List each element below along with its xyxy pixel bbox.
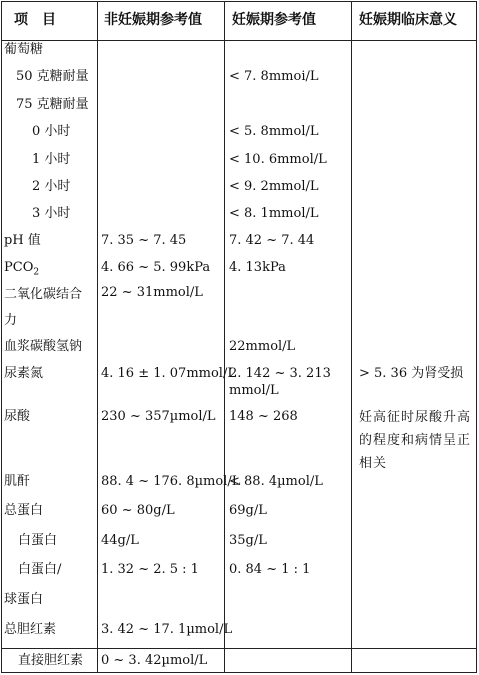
nonpreg-pco2: 4. 66 ~ 5. 99kPa [101, 260, 211, 275]
preg-bun-unit: mmol/L [229, 383, 279, 398]
sig-uric-acid: 妊高征时尿酸升高的程度和病情呈正相关 [359, 410, 472, 471]
reference-values-table [1, 1, 477, 673]
preg-3h: < 8. 1mmol/L [229, 206, 319, 221]
item-ag-ratio: 白蛋白/ [18, 562, 62, 577]
preg-bun: 2. 142 ~ 3. 213 [229, 366, 331, 381]
header-divider [2, 40, 476, 41]
item-globulin: 球蛋白 [4, 592, 44, 607]
item-1h: 1 小时 [32, 152, 71, 167]
preg-albumin: 35g/L [229, 533, 267, 548]
nonpreg-bun: 4. 16 ± 1. 07mmol/L [101, 366, 236, 381]
preg-0h: < 5. 8mmol/L [229, 124, 319, 139]
nonpreg-co2: 22 ~ 31mmol/L [101, 285, 203, 300]
preg-pco2: 4. 13kPa [229, 260, 286, 275]
preg-bicarbonate: 22mmol/L [229, 339, 296, 354]
header-item: 项 目 [14, 12, 56, 28]
item-creatinine: 肌酐 [4, 474, 31, 489]
item-pco2: $PCO_2$ [4, 260, 40, 278]
item-0h: 0 小时 [32, 124, 71, 139]
column-divider [97, 2, 98, 672]
column-divider [351, 2, 352, 672]
preg-total-protein: 69g/L [229, 503, 267, 518]
nonpreg-total-protein: 60 ~ 80g/L [101, 503, 175, 518]
item-75g-tolerance: 75 克糖耐量 [16, 97, 89, 112]
preg-uric-acid: 148 ~ 268 [229, 409, 298, 424]
item-co2-combining-cont: 力 [4, 313, 18, 328]
nonpreg-creatinine: 88. 4 ~ 176. 8µmol/L [101, 474, 241, 489]
item-bicarbonate: 血浆碳酸氢钠 [4, 339, 83, 354]
item-co2-combining: 二氧化碳结合 [4, 287, 83, 302]
preg-creatinine: < 88. 4µmol/L [229, 474, 323, 489]
item-ph: pH 值 [4, 233, 41, 248]
nonpreg-albumin: 44g/L [101, 533, 139, 548]
item-total-protein: 总蛋白 [4, 503, 44, 518]
item-uric-acid: 尿酸 [4, 409, 31, 424]
preg-ag-ratio: 0. 84 ~ 1 : 1 [229, 562, 311, 577]
item-total-bilirubin: 总胆红素 [4, 622, 57, 637]
sig-bun: > 5. 36 为肾受损 [359, 366, 464, 381]
nonpreg-direct-bilirubin: 0 ~ 3. 42µmol/L [101, 653, 208, 668]
item-glucose: 葡萄糖 [4, 42, 44, 57]
item-bun: 尿素氮 [4, 366, 44, 381]
header-nonpregnant: 非妊娠期参考值 [104, 12, 202, 28]
preg-1h: < 10. 6mmol/L [229, 152, 327, 167]
nonpreg-total-bilirubin: 3. 42 ~ 17. 1µmol/L [101, 622, 233, 637]
nonpreg-ag-ratio: 1. 32 ~ 2. 5 : 1 [101, 562, 199, 577]
header-significance: 妊娠期临床意义 [359, 12, 457, 28]
nonpreg-uric-acid: 230 ~ 357µmol/L [101, 409, 216, 424]
item-50g-tolerance: 50 克糖耐量 [16, 69, 89, 84]
header-pregnant: 妊娠期参考值 [232, 12, 316, 28]
preg-ph: 7. 42 ~ 7. 44 [229, 233, 315, 248]
item-3h: 3 小时 [32, 206, 71, 221]
item-albumin: 白蛋白 [18, 533, 58, 548]
preg-50g: < 7. 8mmoi/L [229, 69, 319, 84]
item-direct-bilirubin: 直接胆红素 [18, 653, 84, 668]
column-divider [224, 2, 225, 672]
nonpreg-ph: 7. 35 ~ 7. 45 [101, 233, 187, 248]
last-row-divider [2, 648, 476, 649]
preg-2h: < 9. 2mmol/L [229, 179, 319, 194]
item-2h: 2 小时 [32, 179, 71, 194]
